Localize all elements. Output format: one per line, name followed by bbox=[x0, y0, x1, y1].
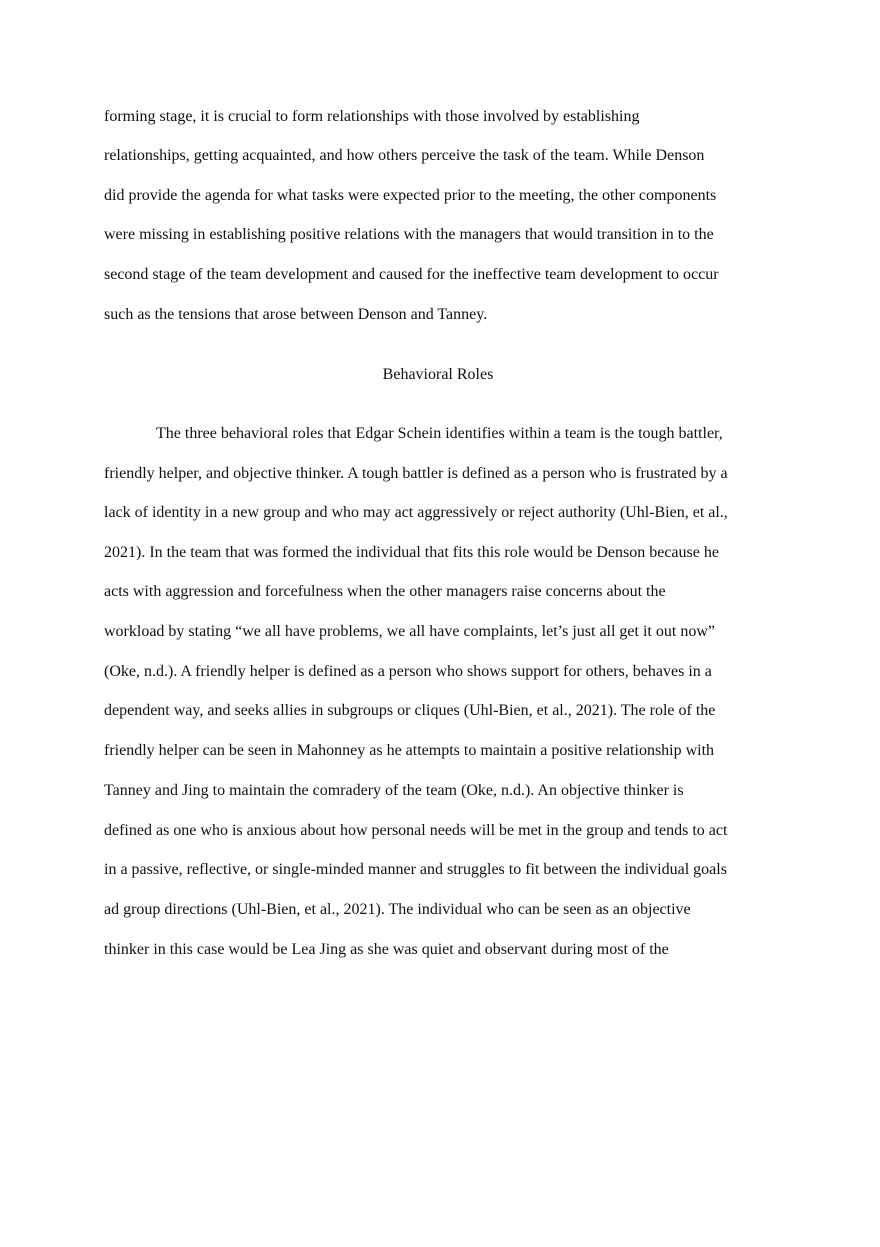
text-line: lack of identity in a new group and who may act aggressively or reject authority (Uhl-Bien, et al., bbox=[104, 504, 728, 521]
text-line: defined as one who is anxious about how personal needs will be met in the group and tends to act bbox=[104, 822, 728, 839]
text-line: such as the tensions that arose between Denson and Tanney. bbox=[104, 306, 488, 323]
text-line: workload by stating “we all have problems, we all have complaints, let’s just all get it out now” bbox=[104, 623, 715, 640]
text-line: relationships, getting acquainted, and how others perceive the task of the team. While Denson bbox=[104, 147, 705, 164]
text-line: friendly helper can be seen in Mahonney as he attempts to maintain a positive relationship with bbox=[104, 742, 715, 759]
text-line: thinker in this case would be Lea Jing as she was quiet and observant during most of the bbox=[104, 941, 669, 958]
text-line: forming stage, it is crucial to form relationships with those involved by establishing bbox=[104, 108, 640, 125]
text-line: in a passive, reflective, or single-minded manner and struggles to fit between the individual goals bbox=[104, 861, 727, 878]
text-line: friendly helper, and objective thinker. A tough battler is defined as a person who is frustrated by a bbox=[104, 465, 728, 482]
text-line: The three behavioral roles that Edgar Schein identifies within a team is the tough battler, bbox=[156, 425, 723, 442]
text-line: (Oke, n.d.). A friendly helper is defined as a person who shows support for others, behaves in a bbox=[104, 663, 712, 680]
text-line: Tanney and Jing to maintain the comradery of the team (Oke, n.d.). An objective thinker is bbox=[104, 782, 684, 799]
text-line: dependent way, and seeks allies in subgroups or cliques (Uhl-Bien, et al., 2021). The role of the bbox=[104, 702, 716, 719]
section-heading: Behavioral Roles bbox=[382, 366, 494, 383]
text-line: acts with aggression and forcefulness when the other managers raise concerns about the bbox=[104, 583, 666, 600]
text-line: second stage of the team development and caused for the ineffective team development to occur bbox=[104, 266, 719, 283]
text-line: 2021). In the team that was formed the individual that fits this role would be Denson because he bbox=[104, 544, 719, 561]
text-line: ad group directions (Uhl-Bien, et al., 2021). The individual who can be seen as an objective bbox=[104, 901, 691, 918]
text-line: were missing in establishing positive relations with the managers that would transition in to the bbox=[104, 226, 714, 243]
text-line: did provide the agenda for what tasks were expected prior to the meeting, the other components bbox=[104, 187, 717, 204]
